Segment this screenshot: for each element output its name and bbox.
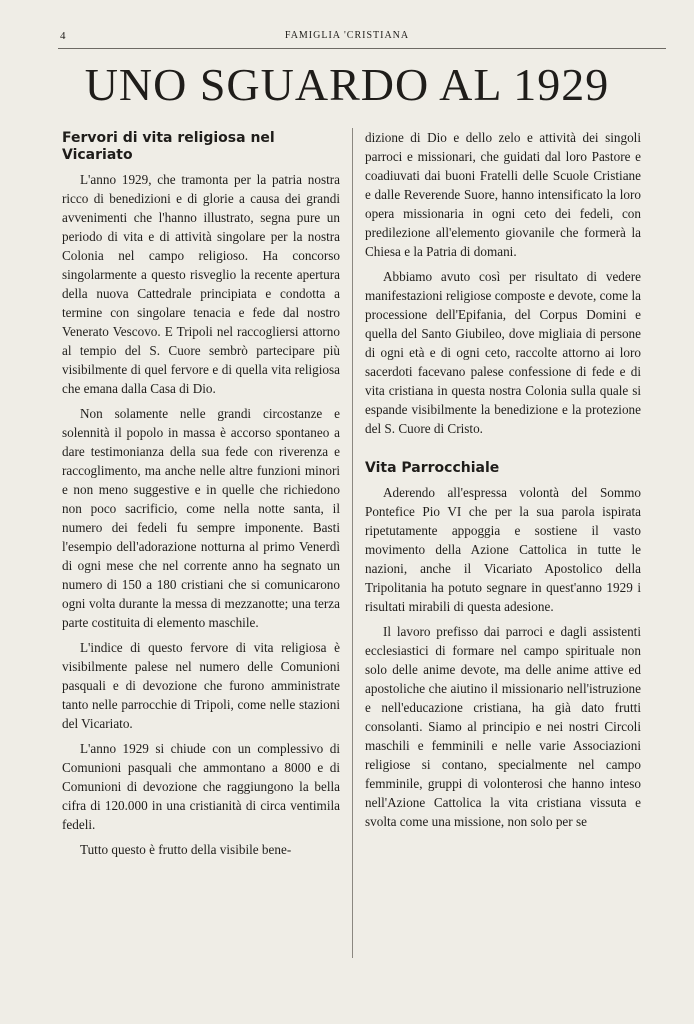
paragraph: Aderendo all'espressa volontà del Sommo Pontefice Pio VI che per la sua parola ispirata ripetutamente appoggia e sostiene il vasto movimento della Azione Cattolica in tutte le nazioni, anche il Vicariato Apostolico della Tripolitania ha potuto segnare in quest'anno 1929 i risultati mirabili di questa adesione. xyxy=(365,485,641,614)
paragraph: L'anno 1929 si chiude con un complessivo di Comunioni pasquali che ammontano a 8000 e di Comunioni di devozione che raggiungono la bella cifra di 120.000 in una cristianità di circa ventimila fedeli. xyxy=(62,741,340,832)
paragraph: L'indice di questo fervore di vita religiosa è visibilmente palese nel numero delle Comunioni pasquali e di devozione che furono amministrate tanto nelle parrocchie di Tripoli, come nelle stazioni del Vicariato. xyxy=(62,640,340,731)
paragraph: Abbiamo avuto così per risultato di vedere manifestazioni religiose composte e devote, come la processione dell'Epifania, del Corpus Domini e quella del Santo Giubileo, dove migliaia di persone di ogni età e di ogni ceto, raccolte attorno ai loro sacerdoti facevano palese confessione di fede e di vita cristiana in questa nostra Colonia sulla quale si espande visibilmente la benedizione e la protezione del S. Cuore di Cristo. xyxy=(365,269,641,436)
section-heading-fervori: Fervori di vita religiosa nel Vicariato xyxy=(62,130,275,163)
paragraph: L'anno 1929, che tramonta per la patria nostra ricco di benedizioni e di glorie a causa dei grandi avvenimenti che l'hanno illustrato, segna pure un periodo di vita e di attività singolare per la nostra Colonia nel campo religioso. Ha concorso singolarmente a questo risveglio la recente apertura della nuova Cattedrale principiata e condotta a termine con singolare tenacia e fede dal nostro Venerato Vescovo. E Tripoli nel raccogliersi attorno al tempio del S. Cuore sembrò partecipare più visibilmente di quel fervore e di quella vita religiosa che emana dalla Casa di Dio. xyxy=(62,172,340,396)
paragraph-continuation: dizione di Dio e dello zelo e attività dei singoli parroci e missionari, che guidati dal loro Pastore e coadiuvati dai buoni Fratelli delle Scuole Cristiane e dalle Reverende Suore, hanno intensificato la loro opera missionaria in ogni ceto dei fedeli, con predilezione all'elemento giovanile che formerà la Chiesa e la Patria di domani. xyxy=(365,130,641,259)
header-rule xyxy=(58,48,666,49)
paragraph: Tutto questo è frutto della visibile bene- xyxy=(80,842,292,857)
paragraph: Non solamente nelle grandi circostanze e solennità il popolo in massa è accorso spontaneo a dare testimonianza della sua fede con riverenza e raccoglimento, ma anche nelle altre funzioni minori e non meno suggestive e in quelle che richiedono non poco sacrificio, come nella notte santa, il numero dei fedeli fu sempre imponente. Basti l'esempio dell'adorazione notturna al primo Venerdì di ogni mese che nel corrente anno ha segnato un numero di 150 a 180 cristiani che si comunicarono ogni volta durante la messa di mezzanotte; una terza parte costituita di elemento maschile. xyxy=(62,406,340,630)
right-column xyxy=(365,128,641,837)
section-heading-vita-parrocchiale: Vita Parrocchiale xyxy=(365,460,500,476)
running-head: FAMIGLIA 'CRISTIANA xyxy=(284,30,410,41)
paragraph: Il lavoro prefisso dai parroci e dagli assistenti ecclesiastici di formare nel campo spirituale non solo delle anime devote, ma delle anime attive ed apostoliche che aiutino il missionario nell'istruzione e nell'educazione cristiana, ha già dato frutti consolanti. Siamo al principio e nei nostri Circoli maschili e femminili e nelle varie Associazioni religiose si contano, specialmente nel campo femminile, gruppi di volonterosi che hanno inteso nell'Azione Cattolica la vita cristiana vissuta e svolta come una missione, non solo per se xyxy=(365,624,641,829)
left-column xyxy=(62,128,340,865)
column-divider xyxy=(352,128,353,958)
article-title: UNO SGUARDO AL 1929 xyxy=(84,59,610,110)
page-number: 4 xyxy=(60,30,66,42)
